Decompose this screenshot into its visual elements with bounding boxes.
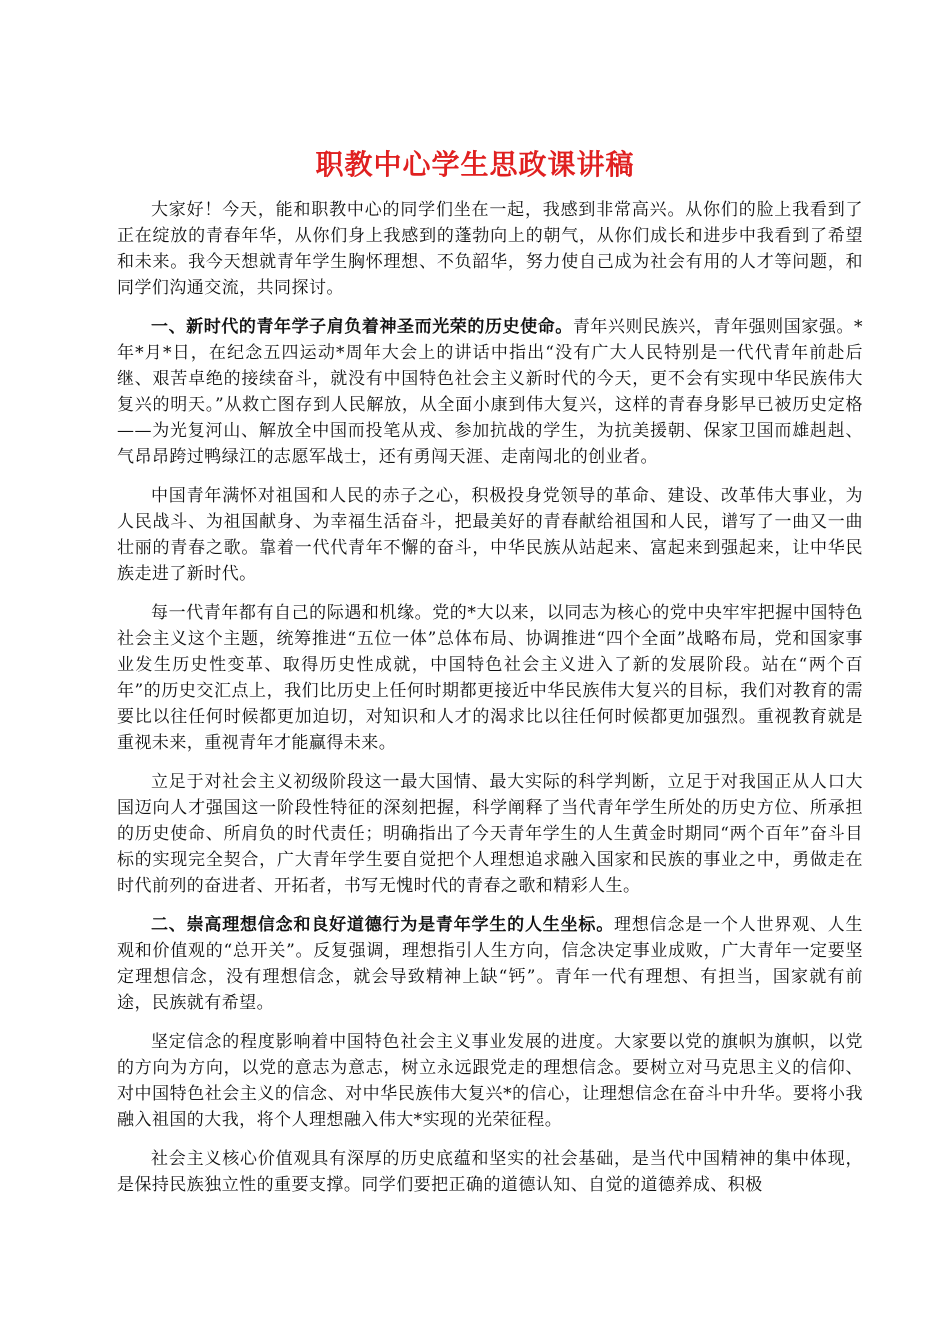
paragraph-text: 社会主义核心价值观具有深厚的历史底蕴和坚实的社会基础，是当代中国精神的集中体现，是保持民族独立性的重要支撑。同学们要把正确的道德认知、自觉的道德养成、积极 xyxy=(117,1149,863,1195)
paragraph-text: 中国青年满怀对祖国和人民的赤子之心，积极投身党领导的革命、建设、改革伟大事业，为人民战斗、为祖国献身、为幸福生活奋斗，把最美好的青春献给祖国和人民，谱写了一曲又一曲壮丽的青春之歌。靠着一代代青年不懈的奋斗，中华民族从站起来、富起来到强起来，让中华民族走进了新时代。 xyxy=(117,486,863,584)
paragraph-text: 青年兴则民族兴，青年强则国家强。*年*月*日，在纪念五四运动*周年大会上的讲话中指出“没有广大人民特别是一代代青年前赴后继、艰苦卓绝的接续奋斗，就没有中国特色社会主义新时代的今天，更不会有实现中华民族伟大复兴的明天。”从救亡图存到人民解放，从全面小康到伟大复兴，这样的青春身影早已被历史定格——为光复河山、解放全中国而投笔从戎、参加抗战的学生，为抗美援朝、保家卫国而雄赳赳、气昂昂跨过鸭绿江的志愿军战士，还有勇闯天涯、走南闯北的创业者。 xyxy=(117,317,863,467)
section-heading: 一、新时代的青年学子肩负着神圣而光荣的历史使命。 xyxy=(151,317,573,337)
paragraph xyxy=(117,314,863,470)
paragraph xyxy=(117,483,863,587)
paragraph xyxy=(117,1029,863,1133)
paragraph-text: 立足于对社会主义初级阶段这一最大国情、最大实际的科学判断，立足于对我国正从人口大国迈向人才强国这一阶段性特征的深刻把握，科学阐释了当代青年学生所处的历史方位、所承担的历史使命、所肩负的时代责任；明确指出了今天青年学生的人生黄金时期同“两个百年”奋斗目标的实现完全契合，广大青年学生要自觉把个人理想追求融入国家和民族的事业之中，勇做走在时代前列的奋进者、开拓者，书写无愧时代的青春之歌和精彩人生。 xyxy=(117,772,863,896)
paragraph-text: 每一代青年都有自己的际遇和机缘。党的*大以来，以同志为核心的党中央牢牢把握中国特色社会主义这个主题，统筹推进“五位一体”总体布局、协调推进“四个全面”战略布局，党和国家事业发生历史性变革、取得历史性成就，中国特色社会主义进入了新的发展阶段。站在“两个百年”的历史交汇点上，我们比历史上任何时期都更接近中华民族伟大复兴的目标，我们对教育的需要比以往任何时候都更加迫切，对知识和人才的渴求比以往任何时候都更加强烈。重视教育就是重视未来，重视青年才能赢得未来。 xyxy=(117,603,863,753)
paragraph-text: 大家好！今天，能和职教中心的同学们坐在一起，我感到非常高兴。从你们的脸上我看到了正在绽放的青春年华，从你们身上我感到的蓬勃向上的朝气，从你们成长和进步中我看到了希望和未来。我今天想就青年学生胸怀理想、不负韶华，努力使自己成为社会有用的人才等问题，和同学们沟通交流，共同探讨。 xyxy=(117,200,863,298)
document-body xyxy=(117,197,863,1211)
paragraph xyxy=(117,600,863,756)
paragraph xyxy=(117,197,863,301)
paragraph xyxy=(117,769,863,899)
paragraph-text: 坚定信念的程度影响着中国特色社会主义事业发展的进度。大家要以党的旗帜为旗帜，以党的方向为方向，以党的意志为意志，树立永远跟党走的理想信念。要树立对马克思主义的信仰、对中国特色社会主义的信念、对中华民族伟大复兴*的信心，让理想信念在奋斗中升华。要将小我融入祖国的大我，将个人理想融入伟大*实现的光荣征程。 xyxy=(117,1032,863,1130)
paragraph xyxy=(117,912,863,1016)
paragraph-text: 理想信念是一个人世界观、人生观和价值观的“总开关”。反复强调，理想指引人生方向，信念决定事业成败，广大青年一定要坚定理想信念，没有理想信念，就会导致精神上缺“钙”。青年一代有理想、有担当，国家就有前途，民族就有希望。 xyxy=(117,915,863,1013)
section-heading: 二、崇高理想信念和良好道德行为是青年学生的人生坐标。 xyxy=(151,915,615,935)
document-title: 职教中心学生思政课讲稿 xyxy=(315,148,635,181)
paragraph xyxy=(117,1146,863,1198)
